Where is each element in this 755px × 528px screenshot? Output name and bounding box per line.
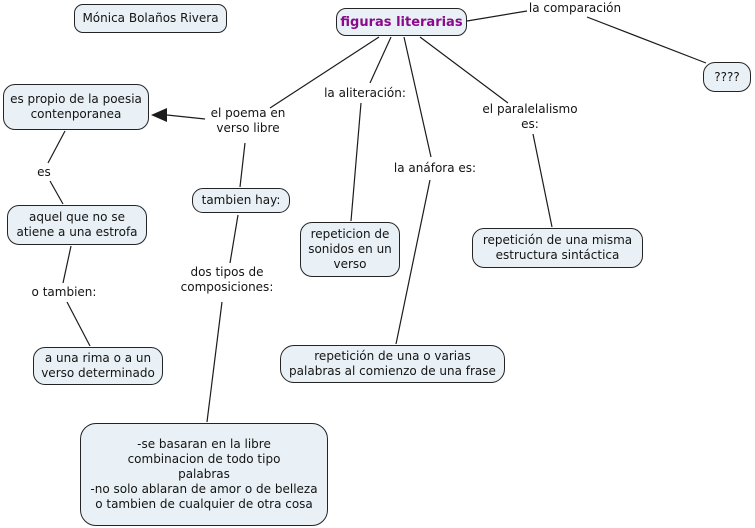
concept-rep-sonidos[interactable] xyxy=(300,222,400,277)
concept-una-rima[interactable] xyxy=(33,347,163,385)
linking-phrase-anafora[interactable]: la anáfora es: xyxy=(393,161,477,175)
concept-aquel-line2: atiene a una estrofa xyxy=(16,225,138,239)
linking-phrase-dos-tipos-line2: composiciones: xyxy=(180,280,274,294)
concept-una-rima-line2: verso determinado xyxy=(41,366,155,380)
link-aliteracion-repsonidos xyxy=(351,103,361,221)
concept-rep-sonidos-line3: verso xyxy=(333,257,367,271)
concept-una-rima-line1: a una rima o a un xyxy=(44,351,152,365)
concept-author[interactable] xyxy=(74,4,227,33)
link-tambienhay-dostipos xyxy=(230,215,238,263)
link-es-aquel xyxy=(50,181,63,204)
concept-rep-sonidos-line1: repeticion de xyxy=(310,227,390,241)
concept-tambien-hay-label: tambien hay: xyxy=(201,193,281,207)
concept-rep-palabras-line2: palabras al comienzo de una frase xyxy=(289,364,496,378)
concept-se-basaran[interactable] xyxy=(80,423,328,526)
concept-figuras-literarias[interactable] xyxy=(336,8,467,36)
linking-phrase-paralelalismo-line1: el paralelalismo xyxy=(482,102,578,116)
concept-se-basaran-line5: o tambien de cualquier de otra cosa xyxy=(95,497,313,511)
linking-phrase-dos-tipos[interactable] xyxy=(174,265,280,295)
linking-phrase-aliteracion[interactable]: la aliteración: xyxy=(324,86,406,100)
concept-se-basaran-line3: palabras xyxy=(178,467,230,481)
link-poema-tambienhay xyxy=(240,143,245,187)
concept-es-propio[interactable] xyxy=(3,84,149,130)
linking-phrase-es[interactable]: es xyxy=(37,165,51,179)
link-root-aliteracion xyxy=(370,37,391,83)
linking-phrase-poema[interactable] xyxy=(203,106,293,136)
linking-phrase-o-tambien[interactable]: o tambien: xyxy=(31,285,97,299)
link-root-paralelalismo xyxy=(420,37,508,103)
link-dostipos-sebasaran xyxy=(207,302,222,422)
linking-phrase-poema-line2: verso libre xyxy=(216,121,280,135)
concept-rep-palabras-line1: repetición de una o varias xyxy=(314,349,471,363)
concept-rep-estructura[interactable] xyxy=(472,228,643,268)
linking-phrase-paralelalismo-line2: es: xyxy=(521,117,539,131)
concept-es-propio-line1: es propio de la poesia xyxy=(10,92,142,106)
concept-se-basaran-line1: -se basaran en la libre xyxy=(137,437,271,451)
concept-aquel-line1: aquel que no se xyxy=(29,210,125,224)
concept-unknown[interactable] xyxy=(703,62,751,92)
concept-es-propio-line2: contenporanea xyxy=(30,107,122,121)
concept-figuras-literarias-label: figuras literarias xyxy=(340,14,463,30)
concept-se-basaran-line2: combinacion de todo tipo xyxy=(127,452,281,466)
link-otambien-unarima xyxy=(67,302,90,346)
concept-author-label: Mónica Bolaños Rivera xyxy=(82,11,219,25)
link-paralelalismo-repestructura xyxy=(533,134,552,227)
link-espropio-es xyxy=(48,131,65,163)
linking-phrase-paralelalismo[interactable] xyxy=(480,102,580,132)
concept-rep-sonidos-line2: sonidos en un xyxy=(308,242,392,256)
concept-unknown-label: ???? xyxy=(714,69,740,84)
linking-phrase-poema-line1: el poema en xyxy=(210,106,286,120)
linking-phrase-comparacion[interactable]: la comparación xyxy=(528,1,622,15)
link-aquel-otambien xyxy=(63,246,71,283)
concept-rep-estructura-line1: repetición de una misma xyxy=(482,233,633,247)
concept-tambien-hay[interactable] xyxy=(192,188,290,213)
link-comparacion-unknown xyxy=(587,17,706,63)
concept-rep-estructura-line2: estructura sintáctica xyxy=(495,248,620,262)
arrowhead-espropio xyxy=(151,108,167,122)
concept-aquel[interactable] xyxy=(7,205,147,245)
concept-rep-palabras[interactable] xyxy=(280,345,505,383)
link-poema-espropio xyxy=(167,115,205,119)
link-anafora-reppalabras xyxy=(396,180,430,344)
linking-phrase-dos-tipos-line1: dos tipos de xyxy=(190,265,264,279)
concept-se-basaran-line4: -no solo ablaran de amor o de belleza xyxy=(90,482,318,496)
